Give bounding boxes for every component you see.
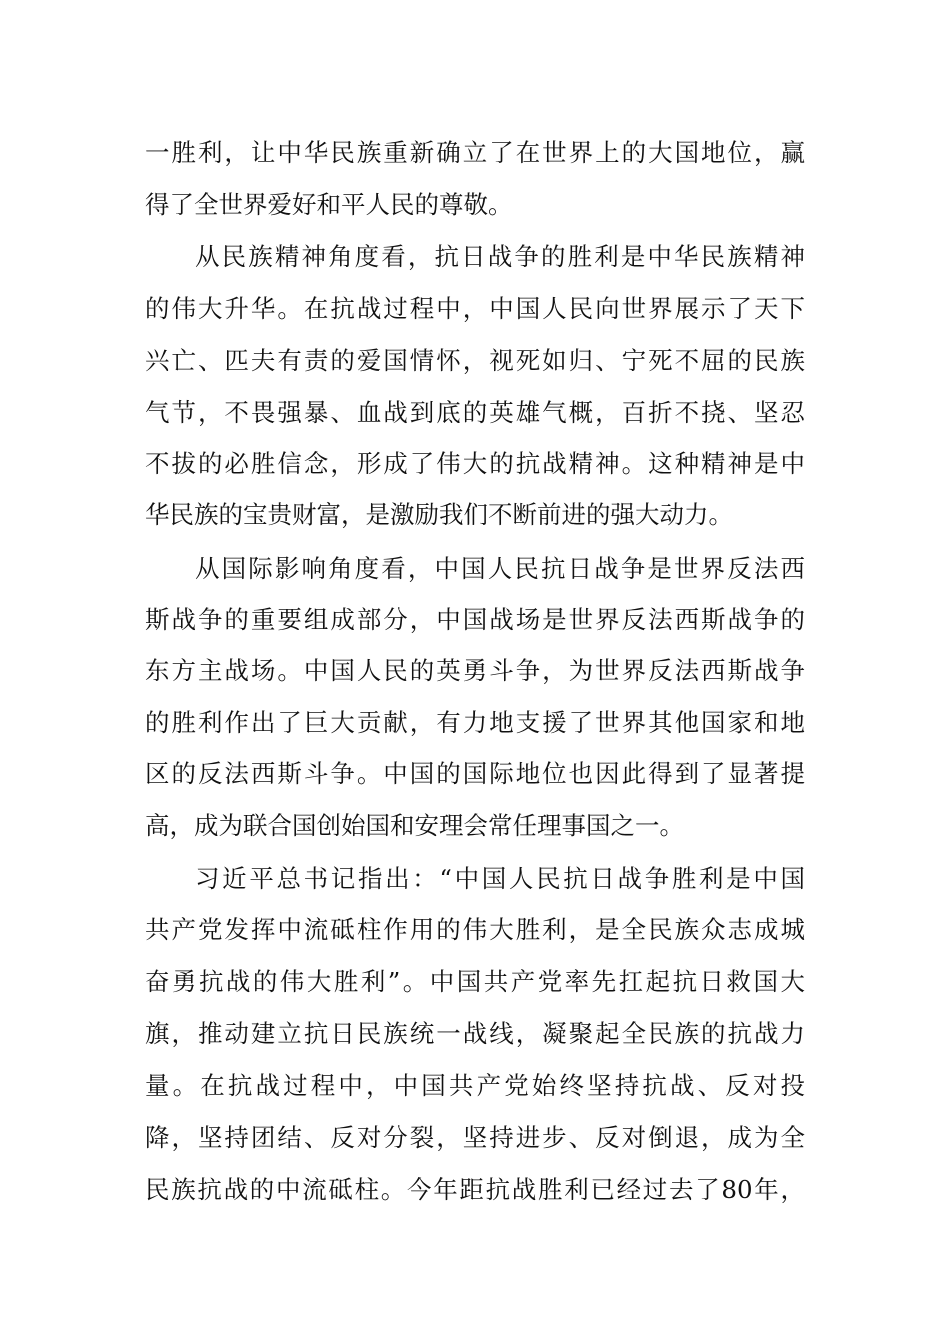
text-line: 斯战争的重要组成部分，中国战场是世界反法西斯战争的 (145, 605, 805, 634)
text-line: 得了全世界爱好和平人民的尊敬。 (145, 190, 513, 219)
text-line: 降，坚持团结、反对分裂，坚持进步、反对倒退，成为全 (145, 1123, 805, 1152)
paragraph-first-line: 习近平总书记指出：“中国人民抗日战争胜利是中国 (195, 864, 805, 893)
paragraph-first-line: 从国际影响角度看，中国人民抗日战争是世界反法西 (195, 554, 805, 583)
text-line: 奋勇抗战的伟大胜利”。中国共产党率先扛起抗日救国大 (145, 967, 805, 996)
text-line: 华民族的宝贵财富，是激励我们不断前进的强大动力。 (145, 500, 733, 529)
text-line: 兴亡、匹夫有责的爱国情怀，视死如归、宁死不屈的民族 (145, 346, 805, 375)
text-line: 旗，推动建立抗日民族统一战线，凝聚起全民族的抗战力 (145, 1019, 805, 1048)
text-line: 区的反法西斯斗争。中国的国际地位也因此得到了显著提 (145, 759, 805, 788)
text-line: 的胜利作出了巨大贡献，有力地支援了世界其他国家和地 (145, 708, 805, 737)
text-line: 东方主战场。中国人民的英勇斗争，为世界反法西斯战争 (145, 656, 805, 685)
text-line: 共产党发挥中流砥柱作用的伟大胜利，是全民族众志成城 (145, 915, 805, 944)
paragraph-first-line: 从民族精神角度看，抗日战争的胜利是中华民族精神 (195, 242, 805, 271)
text-line: 高，成为联合国创始国和安理会常任理事国之一。 (145, 811, 684, 840)
text-line: 不拔的必胜信念，形成了伟大的抗战精神。这种精神是中 (145, 449, 805, 478)
text-line: 民族抗战的中流砥柱。今年距抗战胜利已经过去了80年， (145, 1175, 805, 1204)
text-line: 一胜利，让中华民族重新确立了在世界上的大国地位，赢 (145, 138, 805, 167)
text-line: 气节，不畏强暴、血战到底的英雄气概，百折不挠、坚忍 (145, 398, 805, 427)
text-line: 的伟大升华。在抗战过程中，中国人民向世界展示了天下 (145, 294, 805, 323)
text-line: 量。在抗战过程中，中国共产党始终坚持抗战、反对投 (145, 1071, 805, 1100)
